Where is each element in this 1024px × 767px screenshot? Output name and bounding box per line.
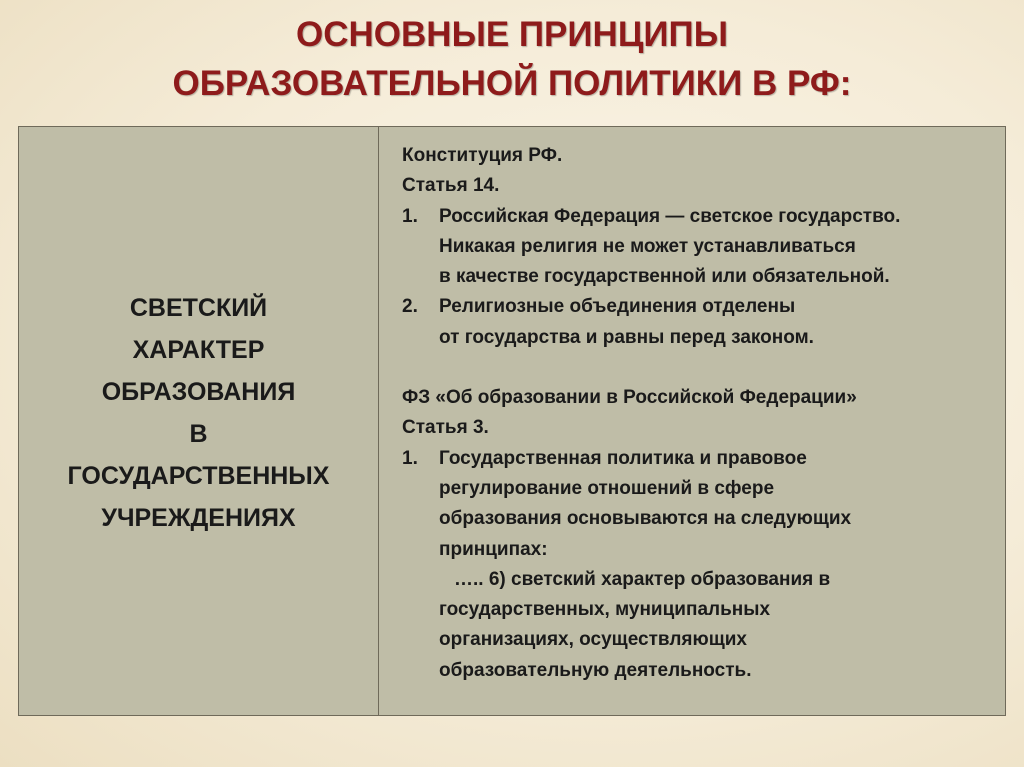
item-text: Российская Федерация — светское государство. bbox=[439, 205, 901, 227]
principle-text bbox=[68, 287, 330, 539]
principle-line: ОБРАЗОВАНИЯ bbox=[101, 378, 296, 406]
law-item-1 bbox=[402, 444, 1002, 474]
constitution-item-1 bbox=[402, 202, 1002, 232]
law-sub-item: ….. 6) светский характер образования в bbox=[454, 568, 831, 590]
constitution-item-2 bbox=[402, 292, 1002, 322]
principle-line: ГОСУДАРСТВЕННЫХ bbox=[67, 462, 330, 490]
item-number: 1. bbox=[402, 205, 418, 227]
law-article: Статья 3. bbox=[402, 417, 489, 439]
item-text: образования основываются на следующих bbox=[439, 508, 852, 530]
section-gap bbox=[402, 353, 1002, 383]
item-number: 2. bbox=[402, 296, 418, 318]
legal-basis-cell bbox=[402, 141, 1002, 686]
title-line-2: ОБРАЗОВАТЕЛЬНОЙ ПОЛИТИКИ В РФ: bbox=[172, 64, 852, 103]
principle-line: СВЕТСКИЙ bbox=[129, 294, 268, 322]
item-text: Государственная политика и правовое bbox=[439, 447, 807, 469]
title-line-1: ОСНОВНЫЕ ПРИНЦИПЫ bbox=[296, 15, 728, 54]
item-text: в качестве государственной или обязательной. bbox=[439, 266, 890, 288]
slide-title bbox=[0, 10, 1024, 108]
constitution-source: Конституция РФ. bbox=[402, 145, 563, 166]
item-text: образовательную деятельность. bbox=[439, 659, 752, 681]
principles-table bbox=[18, 126, 1006, 716]
item-number: 1. bbox=[402, 447, 418, 469]
item-text: организациях, осуществляющих bbox=[439, 629, 747, 651]
item-text: принципах: bbox=[439, 538, 548, 560]
item-text: Религиозные объединения отделены bbox=[439, 296, 796, 318]
item-text: государственных, муниципальных bbox=[439, 599, 771, 621]
principle-cell bbox=[19, 127, 379, 715]
item-text: от государства и равны перед законом. bbox=[439, 326, 814, 348]
law-source: ФЗ «Об образовании в Российской Федерации» bbox=[402, 387, 857, 409]
item-text: регулирование отношений в сфере bbox=[439, 477, 775, 499]
principle-line: ХАРАКТЕР bbox=[132, 336, 265, 364]
item-text: Никакая религия не может устанавливаться bbox=[439, 235, 856, 257]
constitution-article: Статья 14. bbox=[402, 175, 500, 197]
principle-line: УЧРЕЖДЕНИЯХ bbox=[101, 504, 296, 532]
principle-line: В bbox=[189, 420, 208, 448]
